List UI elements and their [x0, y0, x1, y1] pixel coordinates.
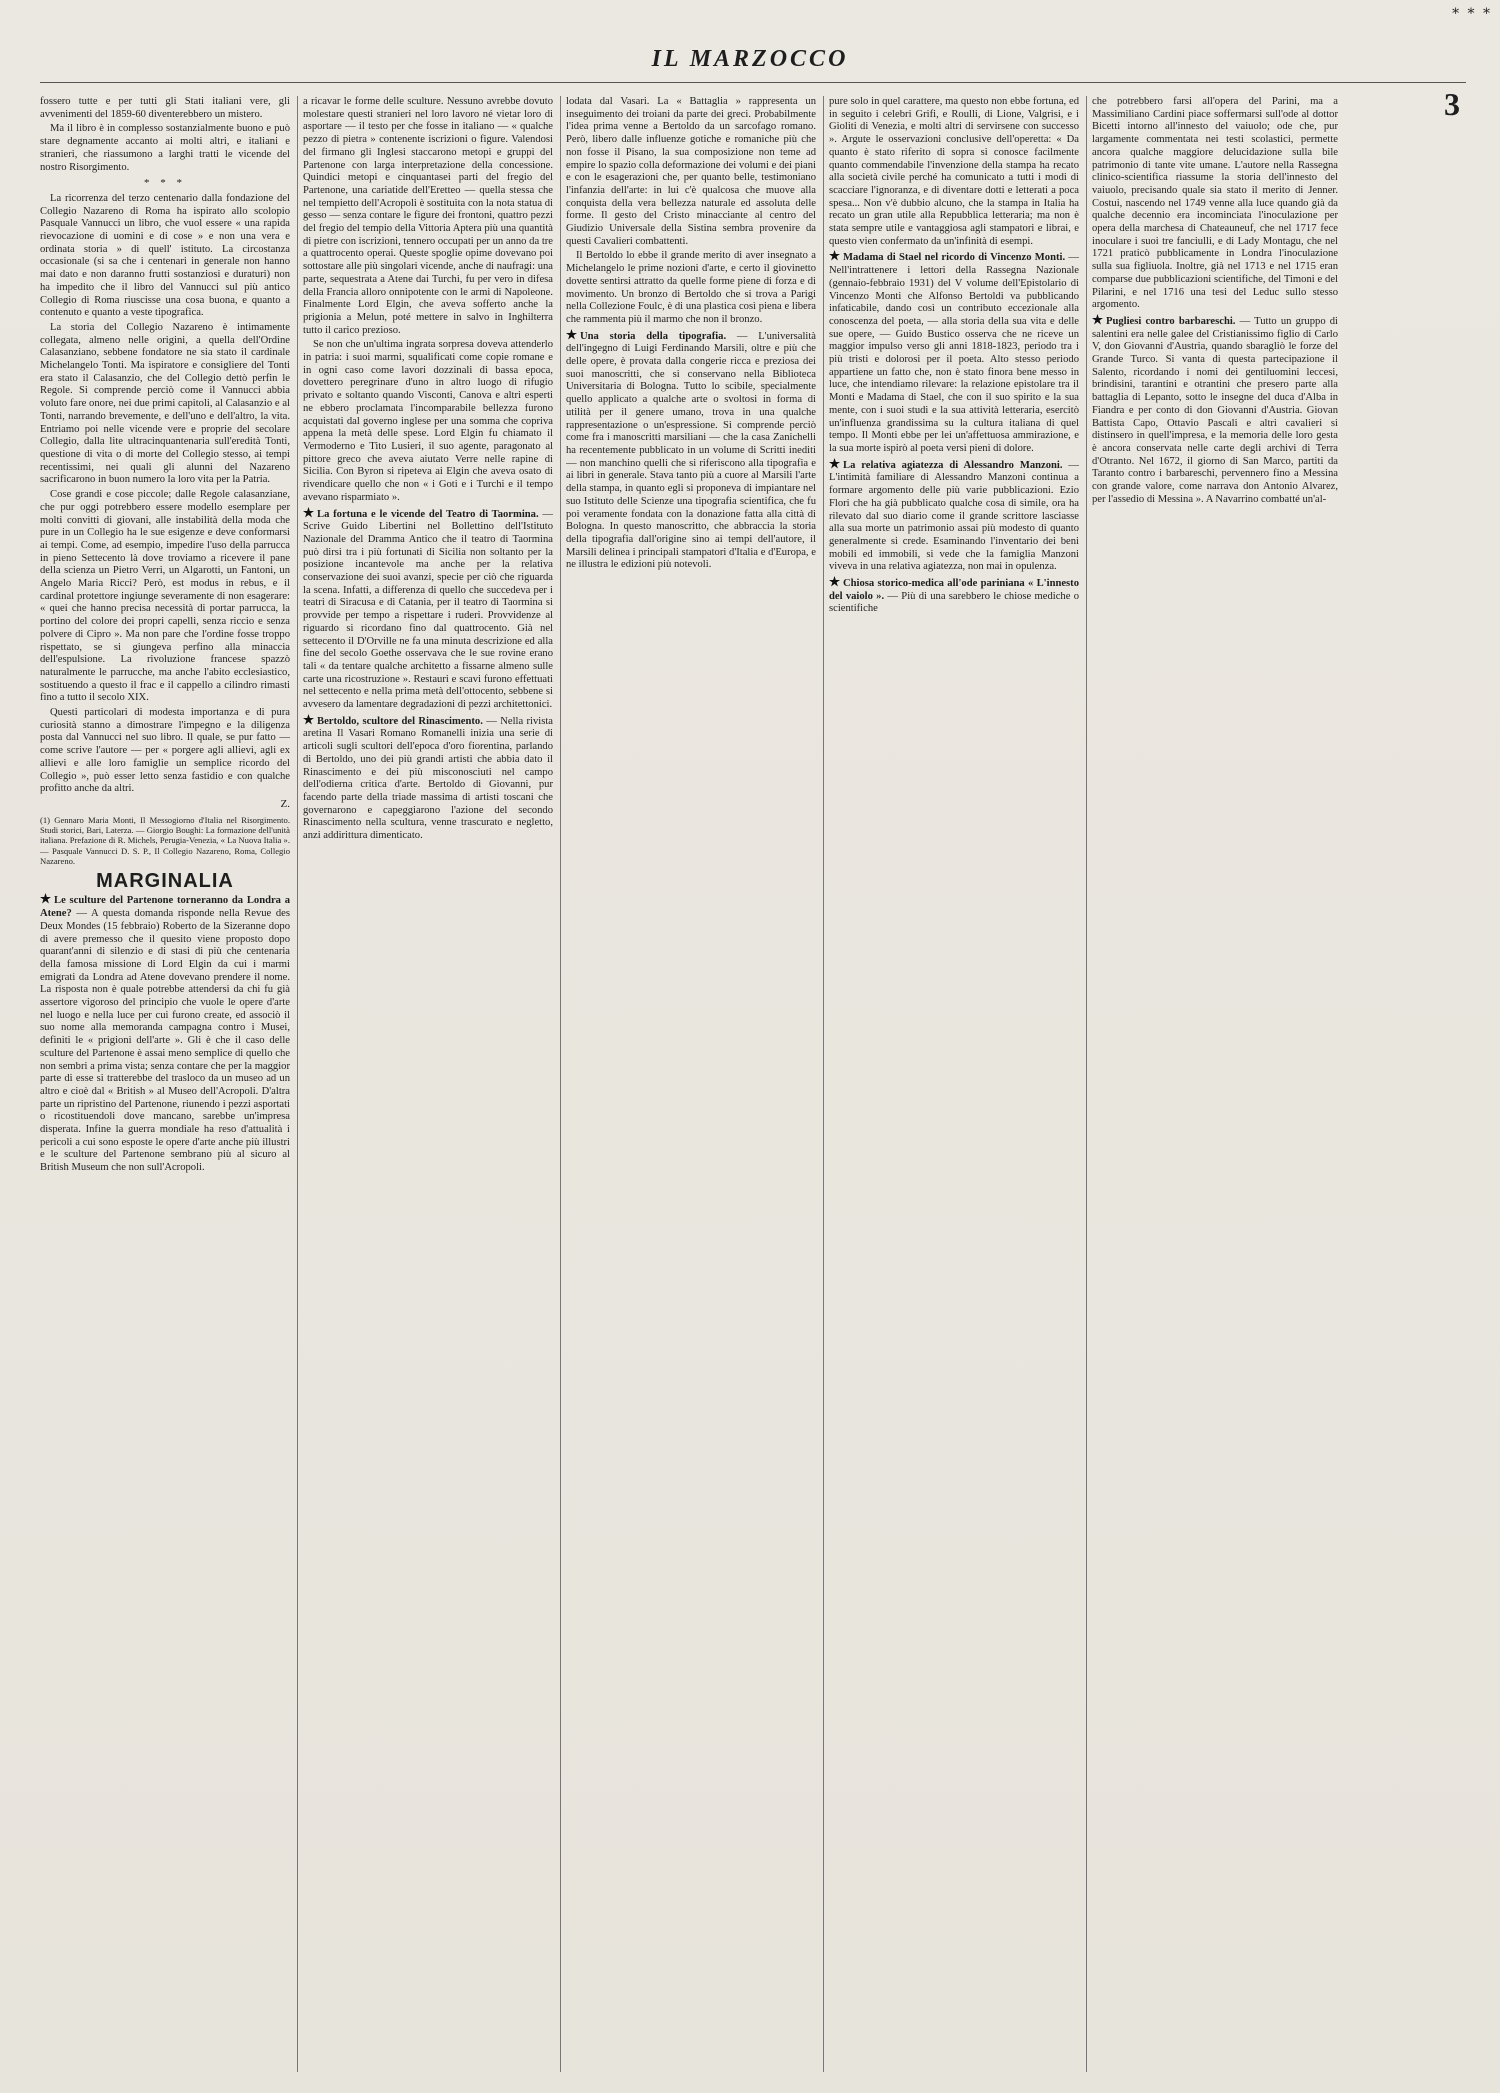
column-divider — [297, 96, 298, 2072]
item-heading: Pugliesi contro barbareschi. — [1106, 315, 1236, 327]
footnote: (1) Gennaro Maria Monti, Il Messogiorno d'Italia nel Risorgimento. Studi storici, Bari, Laterza. — Giorgio Boughi: La formazione dell'unità italiana. Prefazione di R. Michels, Perugia-Venezia, « La Nuova Italia ». — Pasquale Vannucci D. S. P., Il Collegio Nazareno, Roma, Collegio Nazareno. — [40, 814, 290, 867]
column-1 — [40, 96, 290, 2072]
marginalia-item — [566, 329, 816, 572]
marginalia-item — [829, 458, 1079, 574]
page-number: 3 — [1444, 86, 1460, 122]
paragraph: La storia del Collegio Nazareno è intimamente collegata, almeno nelle origini, a quella dell'Ordine Calasanziano, sebbene fondatore ne sia stato il cardinale Michelangelo Tonti. Ma ispiratore e consigliere del Tonti era stato il Calasanzio, che del Collegio dettò perfin le Regole. Si comprende perciò come il Vannucci abbia voluto fare onore, nei due primi capitoli, al Calasanzio e al Tonti, narrando brevemente, e dell'uno e dell'altro, la vita. Entriamo poi nelle vicende vere e proprie del secolare Collegio, dalla lite ultracinquantenaria sull'eredità Tonti, questione di vita o di morte del Collegio stesso, ai tempi recentissimi, nei quali gli alunni del Nazareno sacrificarono in buon numero la loro vita per la Patria. — [40, 321, 290, 486]
star-bullet-icon — [1092, 314, 1103, 325]
item-heading: Madama di Stael nel ricordo di Vincenzo Monti. — [843, 252, 1066, 264]
paragraph: Ma il libro è in complesso sostanzialmente buono e può stare degnamente accanto ai molti altri, e italiani e stranieri, che riassumono a larghi tratti le vicende del nostro Risorgimento. — [40, 123, 290, 173]
item-body: — Più di una sarebbero le chiose mediche o scientifiche — [829, 590, 1079, 615]
star-bullet-icon — [566, 329, 577, 340]
paragraph: Questi particolari di modesta importanza e di pura curiosità stanno a dimostrare l'impegno e la diligenza posta dal Vannucci nel suo libro. Il quale, se pur fatto — come scrive l'autore — per « porgere agli allievi, agli ex allievi e alle loro famiglie un semplice ricordo del Collegio », può esser letto senza fastidio e con qualche profitto anche da altri. — [40, 707, 290, 795]
paragraph: Cose grandi e cose piccole; dalle Regole calasanziane, che pur oggi potrebbero essere modello esemplare per molti convitti di giovani, alle instabilità della moda che pure in un Collegio ha le sue esigenze e deve conformarsi ai tempi. Come, ad esempio, impedire l'uso della parrucca in pieno Settecento là dove troviamo a ricevere il pane della scienza un Pietro Verri, un Algarotti, un Fantoni, un Angelo Maria Ricci? Però, est modus in rebus, e il cardinal protettore ingiunge severamente di non esagerare: « quei che hanno precisa necessità di portar parrucca, la portino del colore dei propri capelli, senza riccio e senza polvere di Cipro ». Ma non pare che l'ordine fosse troppo rispettato, se si giungeva perfino alla minaccia dell'espulsione. La rivoluzione francese spazzò naturalmente le parrucche, ma anche l'abito ecclesiastico, sostituendo a questo il frac e il cappello a cilindro rimasti fino a tutto il secolo XIX. — [40, 489, 290, 704]
author-signature: Z. — [280, 797, 290, 810]
marginalia-item — [303, 507, 553, 712]
paragraph: pure solo in quel carattere, ma questo non ebbe fortuna, ed in seguito i celebri Grifi, e Roulli, di Lione, Valgrisi, e i Gioliti di Venezia, e molti altri di servirsene con successo ». Argute le osservazioni conclusive dell'operetta: « Da quanto è stato riferito di sopra si conosce facilmente quanto commendabile l'invenzione della stampa ha recato alla società civile perché ha comunicato a tutti i modi di scacciare l'ignoranza, e di diventare dotti e letterati a poca spesa... Non v'è dubbio alcuno, che la stampa in Italia ha recato un gran utile alla Repubblica letteraria; ma non è stata sempre utile e vantaggiosa agli stampatori e librai, e questo vien confermato da un'infinità di esempi. — [829, 96, 1079, 247]
star-bullet-icon — [829, 576, 840, 587]
masthead-title: IL MARZOCCO — [651, 46, 849, 72]
section-separator: * * * — [144, 177, 186, 190]
paragraph: Il Bertoldo lo ebbe il grande merito di aver insegnato a Michelangelo le prime nozioni d'arte, e certo il giovinetto dovette sentirsi attratto da quelle forme piene di forza e di movimento. Un bronzo di Bertoldo che si trova a Parigi nella Collezione Foulc, è di una plastica così piena e libera che rammenta più il marmo che non il bronzo. — [566, 250, 816, 325]
column-4 — [829, 96, 1079, 2072]
item-body: — Nell'intrattenere i lettori della Rassegna Nazionale (gennaio-febbraio 1931) del V volume dell'Epistolario di Vincenzo Monti che Alfonso Bertoldi va pubblicando infaticabile, dando così un contributo eccezionale alla conoscenza del poeta, — alla storia della sua vita e delle sue opere, — Guido Bustico osserva che ne riceve un maggior impulso verso gli anni 1818-1823, periodo tra i più tristi e dolorosi per il poeta. Alto stesso periodo appartiene un fatto che, non è stato finora bene messo in luce, che intendiamo rilevare: la relazione epistolare tra il Monti e Madama di Stael, che con il suo spirito e la sua mente, con i suoi studi e la sua attività letteraria, esercitò un'influenza grandissima su la cultura italiana di quel tempo. Il Monti ebbe per lei un'affettuosa ammirazione, e la sua morte ispirò al poeta versi pieni di dolore. — [829, 252, 1079, 454]
section-title-marginalia: MARGINALIA — [96, 869, 234, 892]
star-bullet-icon — [829, 458, 840, 469]
column-divider — [823, 96, 824, 2072]
header-rule — [40, 82, 1466, 83]
item-heading: Bertoldo, scultore del Rinascimento. — [317, 715, 483, 727]
item-body: — Nella rivista aretina Il Vasari Romano Romanelli inizia una serie di articoli sugli scultori dell'epoca d'oro fiorentina, parlando di Bertoldo, uno dei più grandi artisti che abbia dato il Rinascimento e dei più misconosciuti nel campo dell'odierna critica d'arte. Bertoldo di Giovanni, pur facendo parte della triade massima di artisti toscani che governarono e capeggiarono l'azione del secondo Rinascimento nella scultura, venne trascurato e negletto, anzi addirittura dimenticato. — [303, 715, 553, 842]
paragraph: lodata dal Vasari. La « Battaglia » rappresenta un inseguimento dei troiani da parte dei greci. Probabilmente l'idea prima venne a Bertoldo da un sarcofago romano. Però, libero dalle influenze gotiche e romaniche più che non fosse il Pisano, la sua composizione non teme ad empire lo spazio colla deformazione dei volumi e dei piani e con le esagerazioni che, per quanto belle, testimoniano l'infanzia dell'arte: in lui c'è qualcosa che muove alla conquista della vera bellezza naturale ed assoluta delle forme. Il gesto del Cristo minacciante al centro del Giudizio Universale della Sistina sembra provenire da questi Cavalieri combattenti. — [566, 96, 816, 247]
star-bullet-icon — [40, 893, 51, 904]
marginalia-item — [303, 714, 553, 843]
item-heading: La relativa agiatezza di Alessandro Manzoni. — [843, 459, 1063, 471]
marginalia-item — [829, 576, 1079, 616]
item-body: — L'intimità familiare di Alessandro Manzoni continua a formare argomento delle più varie pubblicazioni. Ezio Flori che ha già pubblicato qualche cosa di simile, ora ha rilevato dal suo diario come il grande scrittore lasciasse alla sua morte un patrimonio assai più modesto di quanto generalmente si crede. Esaminando l'inventario dei beni mobili ed immobili, si vede che la famiglia Manzoni viveva in una relativa agiatezza, non mai in opulenza. — [829, 459, 1079, 573]
paragraph: Se non che un'ultima ingrata sorpresa doveva attenderlo in patria: i suoi marmi, squalificati come copie romane e in ogni caso come lavori dozzinali di bassa epoca, dovettero peregrinare d'uno in altro luogo di rifugio privato e soltanto quando Visconti, Canova e altri esperti ne ebbero proclamata l'incomparabile bellezza furono acquistati dal governo inglese per una somma che copriva appena la metà delle spese. Lord Elgin fu chiamato il Vermoderno e Tito Lusieri, il suo agente, paragonato al pittore greco che aveva aiutato Verre nelle rapine di Sicilia. Con Byron si ripeteva ai Elgin che aveva osato di rivendicare quello che non « i Goti e i Turchi e il tempo avevano risparmiato ». — [303, 339, 553, 503]
item-heading: Chiosa storico-medica all'ode pariniana « L'innesto del vaiolo ». — [829, 578, 1079, 602]
marginalia-item — [40, 893, 290, 1174]
column-divider — [560, 96, 561, 2072]
item-body: — Scrive Guido Libertini nel Bollettino dell'Istituto Nazionale del Dramma Antico che il teatro di Taormina può dirsi tra i più fortunati di Sicilia non soltanto per la posizione incantevole ma anche per la relativa conservazione dei suoi avanzi, specie per ciò che riguarda la scena. Infatti, a differenza di quello che succedeva per i teatri di Siracusa e di Catania, per il teatro di Taormina si provvide per tempo a rispettare i ruderi. Provvidenze al riguardo si ricordano fino dal quattrocento. Già nel settecento il D'Orville ne fa una minuta descrizione ed alla fine del secolo Goethe osservava che le sue rovine erano tali « da tentare qualche architetto a fissarne almeno sulle carte una ricostruzione ». Restauri e scavi furono effettuati nel settecento e nella prima metà dell'ottocento, sebbene si avvesero da lamentare degradazioni di pezzi architettonici. — [303, 508, 553, 711]
paragraph: La ricorrenza del terzo centenario dalla fondazione del Collegio Nazareno di Roma ha ispirato allo scolopio Pasquale Vannucci un libro, che vuol essere « una rapida rievocazione di uomini e di cose » e non una vera e ordinata storia » di quell' istituto. La circostanza occasionale (si sa che i centenari in generale non hanno mai dato e non daranno frutti sostanziosi e duraturi) non ha impedito che il libro del Vannucci sul più antico Collegio di Roma riuscisse una cosa buona, e quanto a contenuto e quanto a veste tipografica. — [40, 192, 290, 319]
item-heading: Una storia della tipografia. — [580, 330, 727, 342]
item-body: — L'universalità dell'ingegno di Luigi Ferdinando Marsili, oltre e più che delle opere, è provata dalla congerie ricca e preziosa dei suoi manoscritti, che si conservano nella Biblioteca Universitaria di Bologna. Tutto lo scibile, specialmente quello applicato a qualche arte o svoltosi in forma di utilità per il genere umano, trova in una qualche rappresentazione o un'espressione. Si comprende perciò come fra i manoscritti marsiliani — che la casa Zanichelli ha recentemente pubblicato in un volume di Scritti inediti — non manchino quelli che si riferiscono alla tipografia e ai libri in generale. Stava tanto più a cuore al Marsili l'arte della stampa, in quanto egli si proponeva di impiantare nel suo Istituto delle Scienze una tipografia scientifica, che fu poi veramente fondata con la donazione fatta alla città di Bologna. In questo manoscritto, che abbraccia la storia della tipografia dall'origine sino ai tempi dell'autore, il Marsili delinea i principali stampatori d'Italia e d'Europa, e ne illustra le edizioni più notevoli. — [566, 330, 816, 571]
star-bullet-icon — [829, 250, 840, 261]
column-5 — [1092, 96, 1338, 2072]
paragraph: fossero tutte e per tutti gli Stati italiani vere, gli avvenimenti del 1859-60 diventerebbero un mistero. — [40, 96, 290, 120]
item-body: — Tutto un gruppo di salentini era nelle galee del Cristianissimo figlio di Carlo V, don Giovanni d'Austria, quando sbaragliò le forze del Grande Turco. Si vanta di questa partecipazione il Salento, ricordando i nomi dei gentiluomini leccesi, brindisini, tarantini e otrantini che presero parte alla battaglia di Lepanto, sotto le insegne del duca d'Alba in Fiandra e per conto di don Giovanni d'Austria. Giovan Battista Capo, Ottavio Pascali e altri cavalieri si distinsero in quell'impresa, e la memoria delle loro gesta è ancora conservata nelle carte degli archivi di Terra d'Otranto. Nel 1672, il giorno di San Marco, partiti da Taranto contro i barbareschi, pervennero fino a Messina con grande valore, come narrava don Antonio Alvarez, per l'assedio di Messina ». A Navarrino combatté un'al- — [1092, 315, 1338, 505]
paragraph: a ricavar le forme delle sculture. Nessuno avrebbe dovuto molestare questi stranieri nel loro lavoro né vietar loro di asportare — il testo per che fosse in italiano — « qualche pezzo di pietra » contenente iscrizioni o figure. Valendosi del firmano gli Inglesi staccarono metopi e gruppi del Partenone con larga interpretazione della concessione. Quindici metopi e cinquantasei parti del fregio del Partenone, una cariatide dell'Eretteo — quella stessa che nel tempietto dell'Acropoli è sostituita con la nota statua di gesso — senza contare le figure dei frontoni, quattro pezzi del fregio del tempio della Vittoria Aptera più una quantità di pietre con iscrizioni, tennero occupati per un anno da tre a quattrocento operai. Queste spoglie opime dovevano poi sottostare alle più singolari vicende, anche di naufragi: una parte, sequestrata a Atene dai Turchi, fu per vero in difesa della Francia alloro onnipotente con le armi di Napoleone. Finalmente Lord Elgin, che aveva sofferto anche la prigionia a Melun, poté mettere in salvo in Inghilterra tutto il carico prezioso. — [303, 96, 553, 336]
column-2 — [303, 96, 553, 2072]
corner-marks: * * * — [1452, 6, 1492, 22]
item-heading: La fortuna e le vicende del Teatro di Taormina. — [317, 508, 539, 520]
star-bullet-icon — [303, 714, 314, 725]
marginalia-item — [1092, 314, 1338, 507]
marginalia-item — [829, 250, 1079, 455]
item-heading: Le sculture del Partenone torneranno da Londra a Atene? — [40, 895, 290, 920]
item-body: — A questa domanda risponde nella Revue des Deux Mondes (15 febbraio) Roberto de la Sizeranne dopo di avere premesso che il quesito viene proposto dopo quarant'anni di silenzio e di stasi di più che centenaria della famosa missione di Lord Elgin da cui i marmi emigrati da Londra ad Atene dovevano prendere il nome. La risposta non è quale potrebbe attendersi da chi fu già assertore vigoroso del principio che vuole le opere d'arte nel luogo e nella luce per cui furono create, ed associò il suo nome alla memoranda campagna contro i Musei, definiti le « prigioni dell'arte ». Gli è che il caso delle sculture del Partenone è assai meno semplice di quello che non sembri a prima vista; senza contare che per la maggior parte di esse si tratterebbe del trasloco da un museo ad un altro e cioè dal « British » al Museo dell'Acropoli. D'altra parte un ripristino del Partenone, riunendo i pezzi asportati o ricostituendoli dove mancano, sarebbe un'impresa disperata. Infine la guerra mondiale ha reso d'attualità i pericoli a cui sono esposte le opere d'arte anche più illustri e le sculture del Partenone sembrano più al sicuro al British Museum che non sull'Acropoli. — [40, 908, 290, 1174]
column-3 — [566, 96, 816, 2072]
paragraph: che potrebbero farsi all'opera del Parini, ma a Massimiliano Cardini piace soffermarsi sull'ode al dottor Bicetti intorno all'innesto del vaiuolo; ode che, pur largamente commentata nei testi scolastici, permette ancora qualche maggiore delucidazione sulla bile patrimonio di tante vite umane. L'autore nella Rassegna clinico-scientifica riassume la storia dell'innesto del vaiuolo, precisando quale sia stato il merito di Jenner. Costui, nascendo nel 1749 venne alla luce quando già da qualche decennio era incominciata l'inoculazione per opera della marchesa di Chateauneuf, che nel 1717 fece inoculare i suoi tre fanciulli, e di Lady Montagu, che nel 1721 praticò pubblicamente in Londra l'inoculazione sulla sua figliuola. Inoltre, già nel 1713 e nel 1715 eran comparse due pubblicazioni scientifiche, del Timoni e del Pilarini, e nel 1716 una tesi del Leduc sullo stesso argomento. — [1092, 96, 1338, 311]
star-bullet-icon — [303, 507, 314, 518]
column-divider — [1086, 96, 1087, 2072]
